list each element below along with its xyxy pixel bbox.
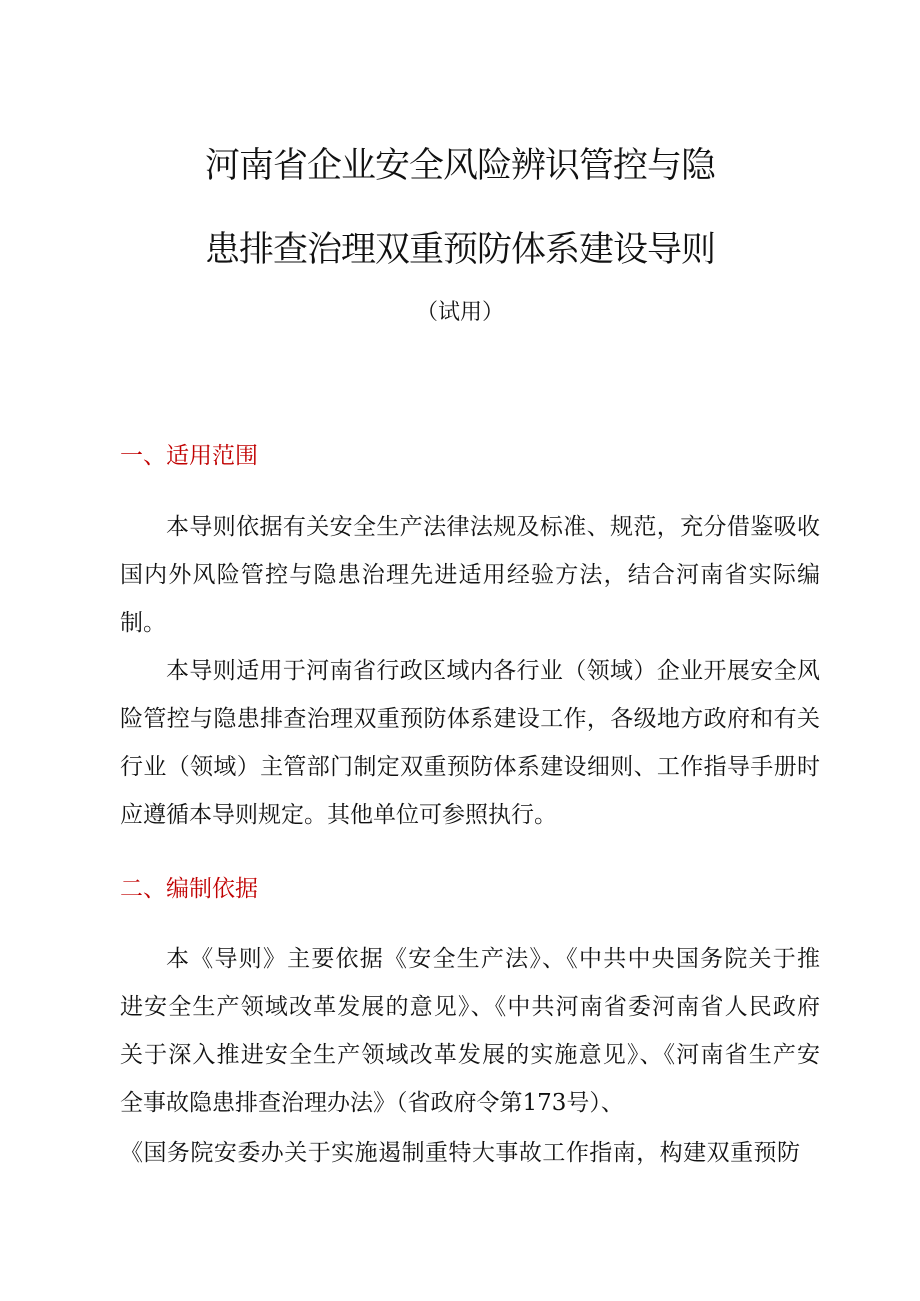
paragraph-line: 进安全生产领域改革发展的意见》、《中共河南省委河南省人民政府 [120,994,820,1020]
paragraph-line: 本导则依据有关安全生产法律法规及标准、规范，充分借鉴吸收 [166,514,820,540]
document-title-line-2: 患排查治理双重预防体系建设导则 [204,230,715,270]
document-subtitle: （试用） [415,300,504,325]
paragraph-line: 本《导则》主要依据《安全生产法》、《中共中央国务院关于推 [166,946,820,972]
paragraph-line: 《国务院安委办关于实施遏制重特大事故工作指南，构建双重预防 [120,1140,800,1166]
paragraph-line: 关于深入推进安全生产领域改革发展的实施意见》、《河南省生产安 [120,1042,820,1068]
paragraph-line: 全事故隐患排查治理办法》（省政府令第173号）、 [120,1090,624,1116]
paragraph-line: 制。 [120,610,166,636]
document-title-line-1: 河南省企业安全风险辨识管控与隐 [204,146,715,186]
section-heading-basis: 二、编制依据 [120,876,258,902]
section-heading-scope: 一、适用范围 [120,443,258,469]
paragraph-line: 应遵循本导则规定。其他单位可参照执行。 [120,802,557,828]
paragraph-line: 行业（领域）主管部门制定双重预防体系建设细则、工作指导手册时 [120,754,820,780]
paragraph-line: 国内外风险管控与隐患治理先进适用经验方法，结合河南省实际编 [120,562,820,588]
paragraph-line: 险管控与隐患排查治理双重预防体系建设工作，各级地方政府和有关 [120,706,820,732]
paragraph-line: 本导则适用于河南省行政区域内各行业（领域）企业开展安全风 [166,658,820,684]
